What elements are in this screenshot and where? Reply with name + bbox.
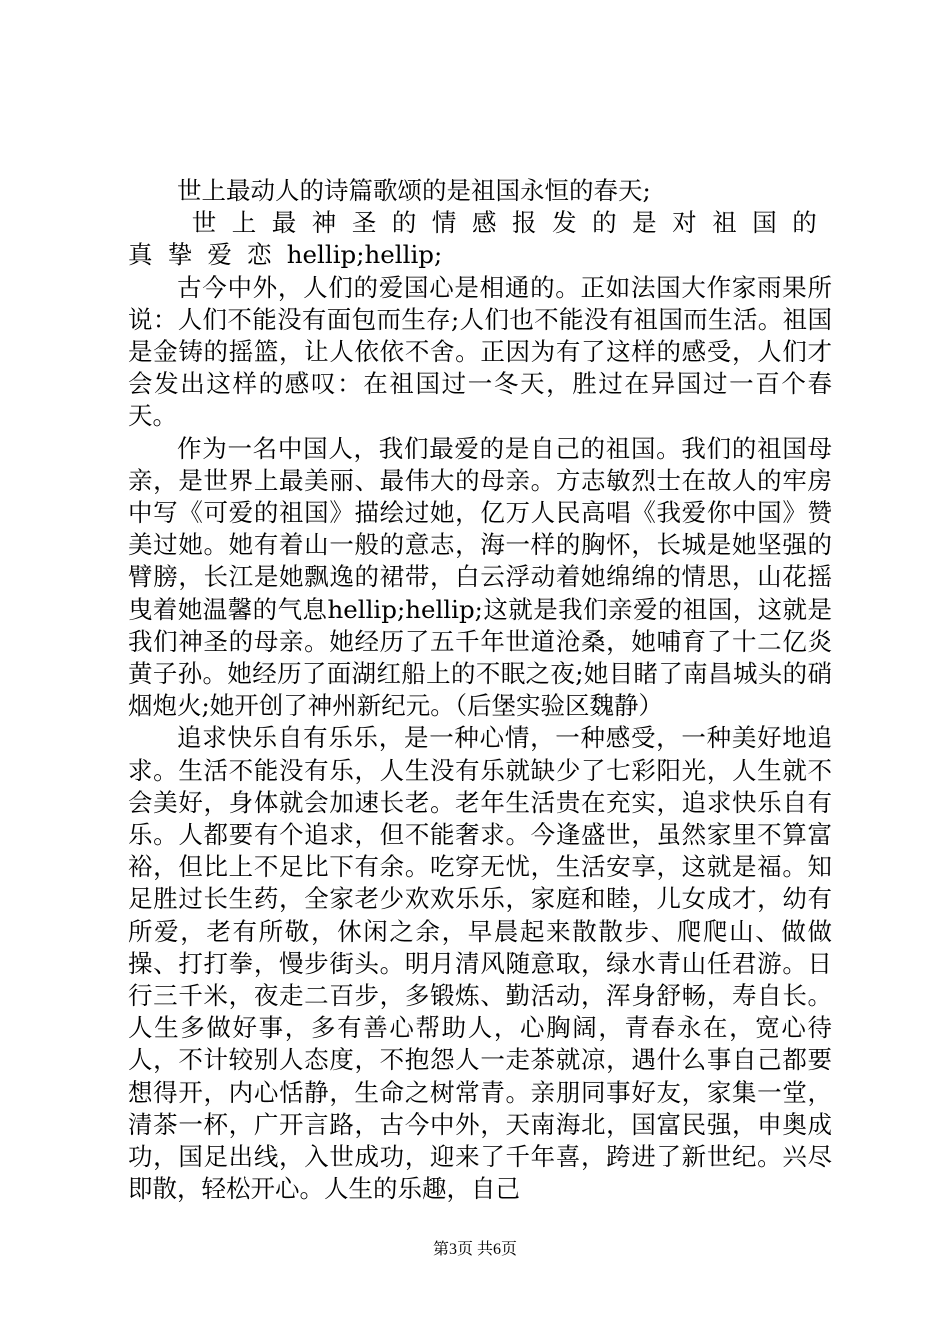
paragraph-1: 世上最动人的诗篇歌颂的是祖国永恒的春天; [177, 176, 651, 205]
page-indicator: 第3页 共6页 [432, 1241, 517, 1258]
document-body [128, 175, 832, 1206]
page-footer [0, 1240, 950, 1260]
paragraph-2-text: 世上最神圣的情感报发的是对祖国的真挚爱恋 [128, 208, 832, 270]
paragraph-4: 作为一名中国人，我们最爱的是自己的祖国。我们的祖国母亲，是世界上最美丽、最伟大的母亲。方志敏烈士在故人的牢房中写《可爱的祖国》描绘过她，亿万人民高唱《我爱你中国》赞美过她。她有着山一般的意志，海一样的胸怀，长城是她坚强的臂膀，长江是她飘逸的裙带，白云浮动着她绵绵的情思，山花摇曳着她温馨的气息hellip;hellip;这就是我们亲爱的祖国，这就是我们神圣的母亲。她经历了五千年世道沧桑，她哺育了十二亿炎黄子孙。她经历了面湖红船上的不眠之夜;她目睹了南昌城头的硝烟炮火;她开创了神州新纪元。（后堡实验区魏静） [128, 433, 832, 721]
paragraph-2-tail: hellip;hellip; [286, 240, 443, 270]
paragraph-3: 古今中外，人们的爱国心是相通的。正如法国大作家雨果所说：人们不能没有面包而生存;人们也不能没有祖国而生活。祖国是金铸的摇篮，让人依依不舍。正因为有了这样的感受，人们才会发出这样的感叹：在祖国过一冬天，胜过在异国过一百个春天。 [128, 272, 832, 431]
paragraph-2 [128, 207, 832, 271]
paragraph-5: 追求快乐自有乐乐，是一种心情，一种感受，一种美好地追求。生活不能没有乐，人生没有乐就缺少了七彩阳光，人生就不会美好，身体就会加速长老。老年生活贵在充实，追求快乐自有乐。人都要有个追求，但不能奢求。今逢盛世，虽然家里不算富裕，但比上不足比下有余。吃穿无忧，生活安享，这就是福。知足胜过长生药，全家老少欢欢乐乐，家庭和睦，儿女成才，幼有所爱，老有所敬，休闲之余，早晨起来散散步、爬爬山、做做操、打打拳，慢步街头。明月清风随意取，绿水青山任君游。日行三千米，夜走二百步，多锻炼、勤活动，浑身舒畅，寿自长。人生多做好事，多有善心帮助人，心胸阔，青春永在，宽心待人，不计较别人态度，不抱怨人一走茶就凉，遇什么事自己都要想得开，内心恬静，生命之树常青。亲朋同事好友，家集一堂，清茶一杯，广开言路，古今中外，天南海北，国富民强，申奥成功，国足出线，入世成功，迎来了千年喜，跨进了新世纪。兴尽即散，轻松开心。人生的乐趣，自己 [128, 723, 832, 1204]
